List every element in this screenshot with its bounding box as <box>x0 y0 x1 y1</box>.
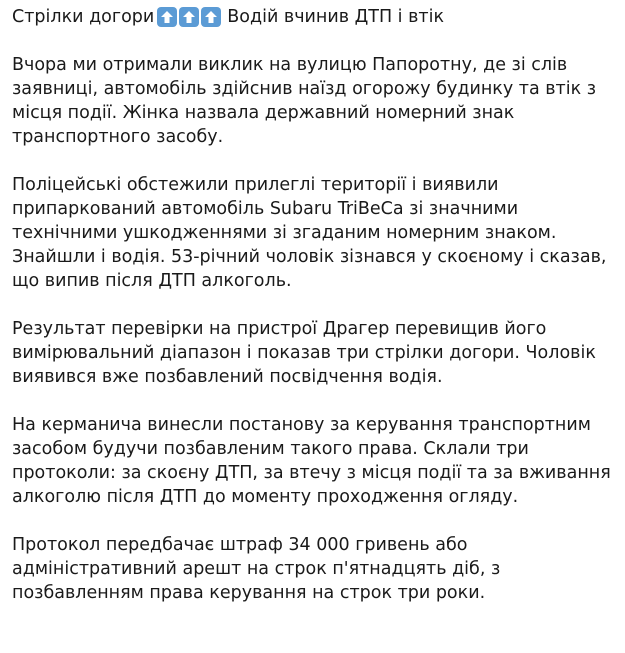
up-arrow-icon <box>179 7 199 27</box>
paragraph-protocols: На керманича винесли постанову за керування транспортним засобом будучи позбавленим такого права. Склали три протоколи: за скоєну ДТП, за втечу з місця події та за вживання алкоголю після ДТП до моменту проходження огляду. <box>12 415 611 507</box>
up-arrow-icon <box>157 7 177 27</box>
message-post <box>12 5 618 605</box>
message-title <box>12 5 618 29</box>
title-suffix: Водій вчинив ДТП і втік <box>227 7 445 27</box>
up-arrow-icon <box>201 7 221 27</box>
paragraph-penalty: Протокол передбачає штраф 34 000 гривень або адміністративний арешт на строк п'ятнадцять діб, з позбавленням права керування на строк три роки. <box>12 535 501 603</box>
title-prefix: Стрілки догори <box>12 7 155 27</box>
paragraph-drager-test: Результат перевірки на пристрої Драгер перевищив його вимірювальний діапазон і показав три стрілки догори. Чоловік виявився вже позбавлений посвідчення водія. <box>12 319 596 387</box>
paragraph-call: Вчора ми отримали виклик на вулицю Папоротну, де зі слів заявниці, автомобіль здійснив наїзд огорожу будинку та втік з місця події. Жінка назвала державний номерний знак транспортного засобу. <box>12 55 597 147</box>
paragraph-search: Поліцейські обстежили прилеглі території і виявили припаркований автомобіль Subaru TriBeCa зі значними технічними ушкодженнями зі згаданим номерним знаком. Знайшли і водія. 53-річний чоловік зізнався у скоєному і сказав, що випив після ДТП алкоголь. <box>12 175 607 291</box>
arrow-emoji-group <box>157 7 221 27</box>
